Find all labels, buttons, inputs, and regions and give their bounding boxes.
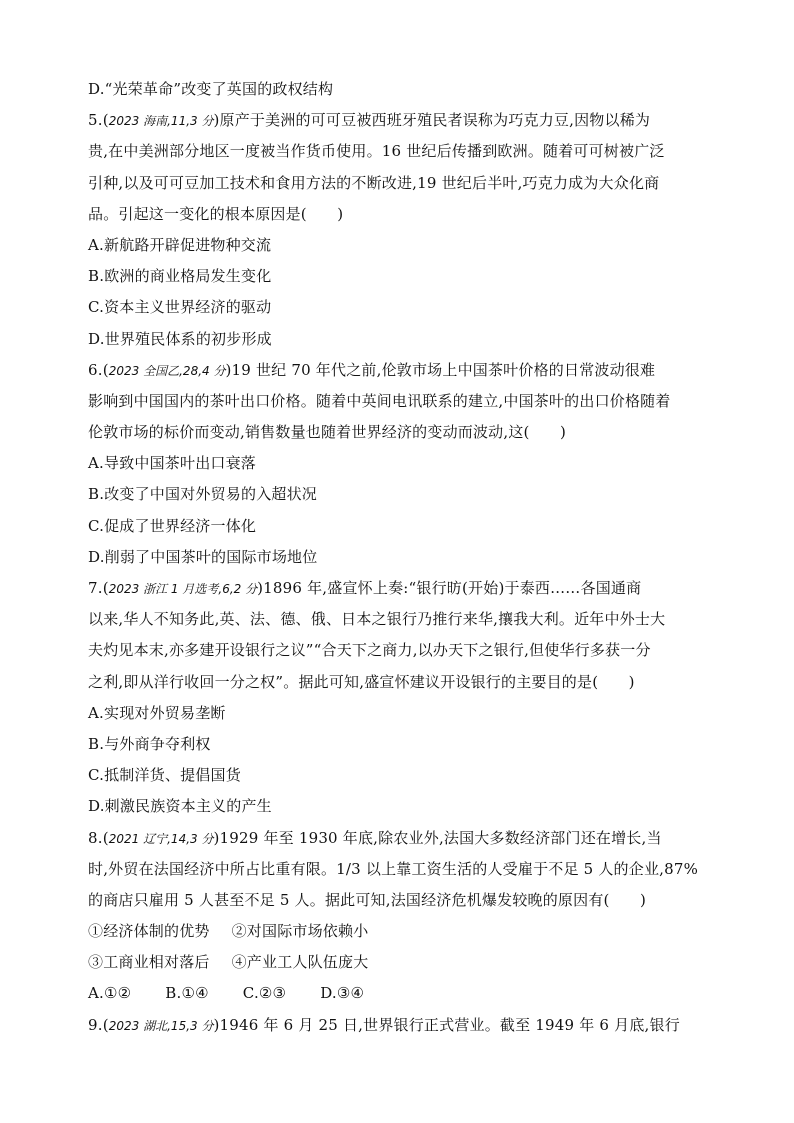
question-text: )1896 年,盛宣怀上奏:“银行昉(开始)于泰西……各国通商 [257,579,642,597]
statement-item: ②对国际市场依赖小 [231,922,369,941]
answer-option: D.世界殖民体系的初步形成 [88,329,272,348]
answer-option: C.促成了世界经济一体化 [88,516,257,535]
answer-option: A.实现对外贸易垄断 [88,703,226,722]
answer-option: D.“光荣革命”改变了英国的政权结构 [88,80,334,98]
question-stem-line [88,823,710,854]
question-number: 7.( [88,579,109,597]
statement-item: ③工商业相对落后 [88,953,210,972]
question-text: )1946 年 6 月 25 日,世界银行正式营业。截至 1949 年 6 月底,银行 [213,1015,680,1034]
question-text-line: 夫灼见本末,亦多建开设银行之议”“合天下之商力,以办天下之银行,但使华行多获一分 [88,641,651,660]
statement-item: ①经济体制的优势 [88,922,210,941]
answer-option: A.新航路开辟促进物种交流 [88,235,272,254]
question-text-line: 品。引起这一变化的根本原因是( ) [88,204,344,223]
question-source: 2021 辽宁,14,3 分 [108,831,214,846]
question-source: 2023 海南,11,3 分 [108,114,214,129]
question-stem-line [88,105,710,136]
question-text: )原产于美洲的可可豆被西班牙殖民者误称为巧克力豆,因物以稀为 [213,111,651,130]
question-source: 2023 湖北,15,3 分 [108,1018,214,1033]
answer-option: D.削弱了中国茶叶的国际市场地位 [88,547,318,566]
question-text-line: 以来,华人不知务此,英、法、德、俄、日本之银行乃推行来华,攘我大利。近年中外士大 [88,610,666,629]
answer-option: D.刺激民族资本主义的产生 [88,797,272,816]
question-source: 2023 全国乙,28,4 分 [108,363,226,378]
question-text: )19 世纪 70 年代之前,伦敦市场上中国茶叶价格的日常波动很难 [225,360,656,379]
answer-choice: D.③④ [320,984,365,1003]
question-text-line: 伦敦市场的标价而变动,销售数量也随着世界经济的变动而波动,这( ) [88,423,567,442]
statement-pair [88,916,710,947]
question-stem-line [88,355,710,386]
question-stem-line [88,573,710,604]
statement-pair [88,947,710,978]
answer-choices-row [88,978,710,1009]
answer-option: A.导致中国茶叶出口衰落 [88,454,257,473]
answer-choice: A.①② [88,984,132,1003]
question-number: 8.( [88,828,109,847]
statement-item: ④产业工人队伍庞大 [231,953,369,972]
question-number: 9.( [88,1015,109,1034]
question-text-line: 引种,以及可可豆加工技术和食用方法的不断改进,19 世纪后半叶,巧克力成为大众化商 [88,173,660,192]
question-stem-line [88,1010,710,1041]
answer-option: C.资本主义世界经济的驱动 [88,298,272,317]
answer-option: B.改变了中国对外贸易的入超状况 [88,485,317,504]
exam-page [88,74,710,1041]
answer-choice: B.①④ [165,984,209,1003]
question-text-line: 之利,即从洋行收回一分之权”。据此可知,盛宣怀建议开设银行的主要目的是( ) [88,672,635,691]
answer-option: C.抵制洋货、提倡国货 [88,766,241,785]
question-text-line: 时,外贸在法国经济中所占比重有限。1/3 以上靠工资生活的人受雇于不足 5 人的企业,87% [88,859,699,878]
answer-option: B.与外商争夺利权 [88,734,211,753]
answer-choice: C.②③ [242,984,287,1003]
question-text-line: 贵,在中美洲部分地区一度被当作货币使用。16 世纪后传播到欧洲。随着可可树被广泛 [88,142,665,161]
answer-option: B.欧洲的商业格局发生变化 [88,267,272,286]
question-text: )1929 年至 1930 年底,除农业外,法国大多数经济部门还在增长,当 [213,828,662,847]
question-number: 6.( [88,360,109,379]
question-text-line: 影响到中国国内的茶叶出口价格。随着中英间电讯联系的建立,中国茶叶的出口价格随着 [88,391,671,410]
question-source: 2023 浙江 1 月选考,6,2 分 [108,582,258,596]
question-number: 5.( [88,111,109,130]
question-text-line: 的商店只雇用 5 人甚至不足 5 人。据此可知,法国经济危机爆发较晚的原因有( ) [88,890,647,909]
